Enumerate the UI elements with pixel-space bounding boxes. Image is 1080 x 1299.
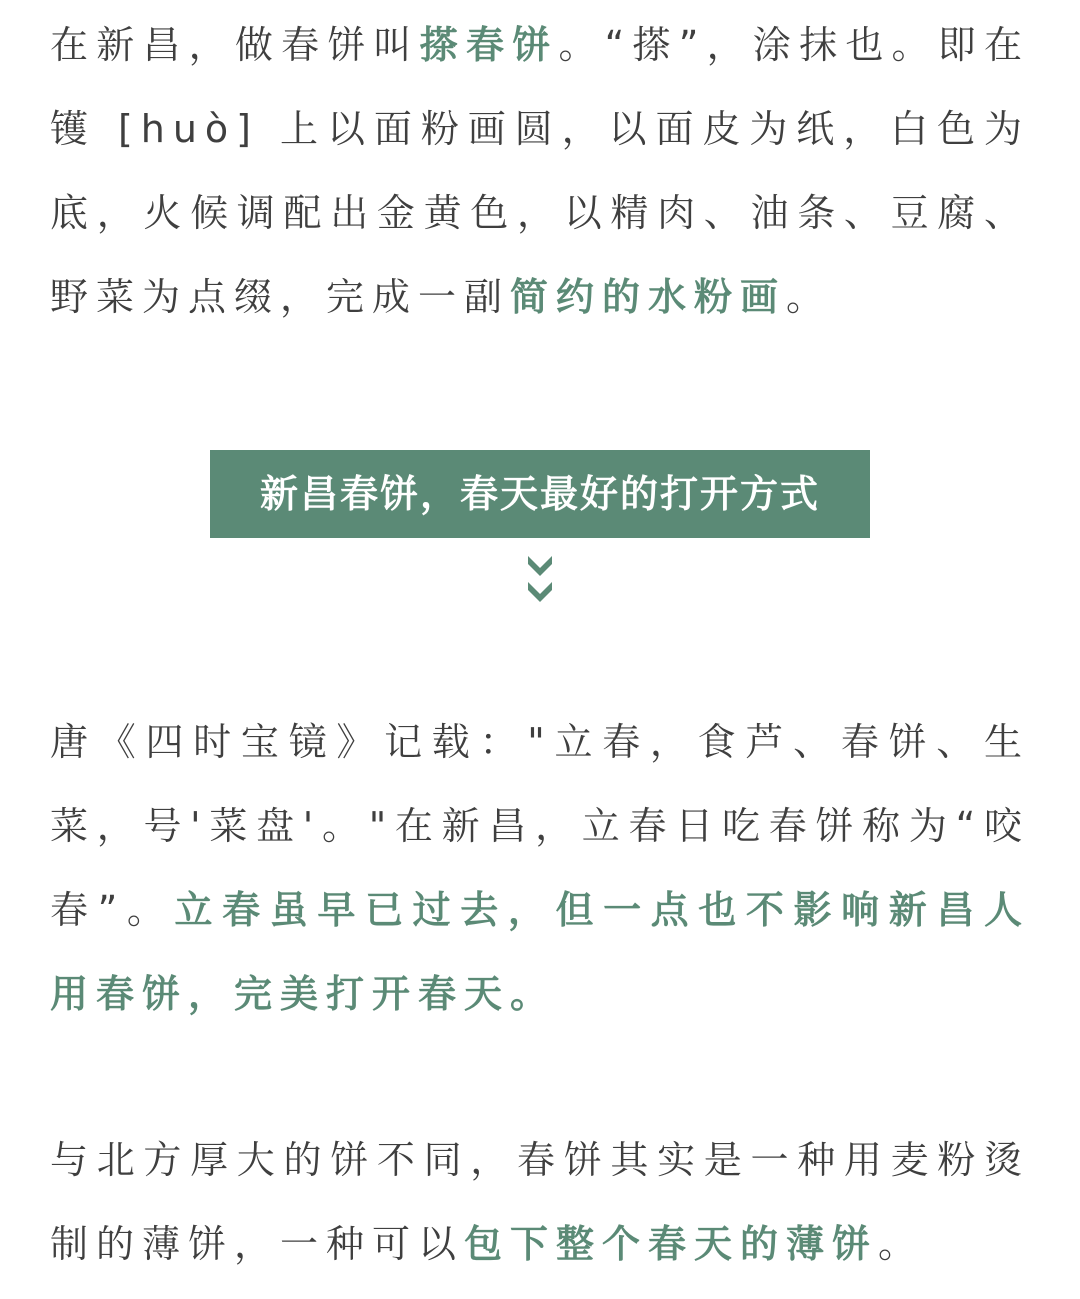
paragraph-2 <box>50 700 1030 1036</box>
text-segment: 唐《四时宝镜》记载："立春，食芦、春饼、生菜，号'菜盘'。"在新昌，立春日吃春饼称为“咬春”。 <box>50 720 1030 932</box>
highlight-segment: 立春虽早已过去，但一点也不影响新昌人用春饼，完美打开春天。 <box>50 888 1030 1016</box>
text-segment: 与北方厚大的饼不同，春饼其实是一种用麦粉烫制的薄饼，一种可以 <box>50 1138 1030 1266</box>
highlight-segment: 简约的水粉画 <box>510 275 787 319</box>
highlight-segment: 搽春饼 <box>419 23 559 67</box>
highlight-segment: 包下整个春天的薄饼 <box>464 1222 879 1266</box>
text-segment: 在新昌，做春饼叫 <box>50 23 420 67</box>
section-banner <box>210 450 870 538</box>
banner-title: 新昌春饼，春天最好的打开方式 <box>259 472 820 516</box>
text-segment: 。 <box>786 275 833 319</box>
double-chevron-down-icon <box>526 552 554 606</box>
text-segment: 。 <box>878 1222 925 1266</box>
paragraph-3 <box>50 1118 1030 1286</box>
paragraph-1 <box>50 3 1030 339</box>
text-segment: 。“搽”，涂抹也。即在镬 [huò] 上以面粉画圆，以面皮为纸，白色为底，火候调配出金黄色，以精肉、油条、豆腐、野菜为点缀，完成一副 <box>50 23 1030 319</box>
